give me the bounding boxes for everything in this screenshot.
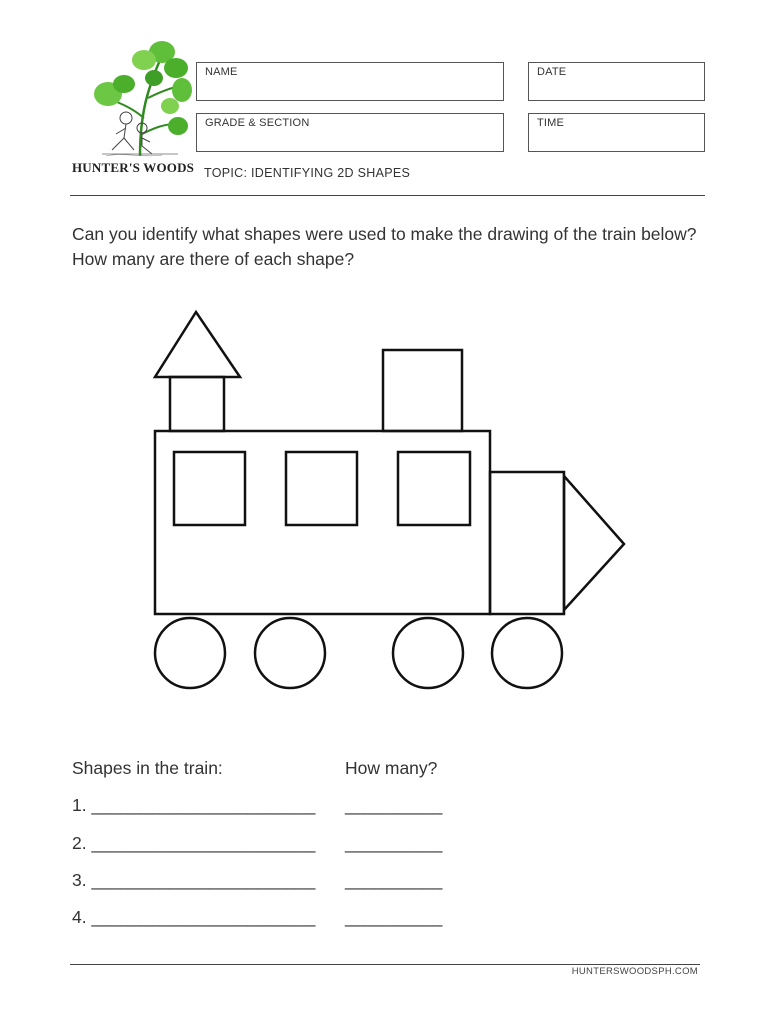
time-label: TIME — [537, 117, 565, 129]
footer-divider — [70, 964, 700, 965]
cabin-square — [383, 350, 462, 431]
window-square-2 — [286, 452, 357, 525]
chimney-square — [170, 377, 224, 431]
shape-answer-1[interactable]: 1. _______________________ — [72, 795, 316, 815]
date-label: DATE — [537, 66, 567, 78]
wheel-circle-3 — [393, 618, 463, 688]
wheel-circle-2 — [255, 618, 325, 688]
footer-site: HUNTERSWOODSPH.COM — [571, 966, 698, 977]
front-rectangle — [490, 472, 564, 614]
shapes-heading: Shapes in the train: — [72, 758, 223, 778]
shape-answer-4[interactable]: 4. _______________________ — [72, 907, 316, 927]
chimney-triangle — [155, 312, 240, 377]
window-square-1 — [174, 452, 245, 525]
shape-answer-2[interactable]: 2. _______________________ — [72, 833, 316, 853]
wheel-circle-1 — [155, 618, 225, 688]
count-answer-4[interactable]: __________ — [345, 907, 443, 927]
logo-wordmark: HUNTER'S WOODS — [72, 160, 195, 175]
question-line-2: How many are there of each shape? — [72, 249, 355, 269]
window-square-3 — [398, 452, 470, 525]
grade-section-label: GRADE & SECTION — [205, 117, 310, 129]
wheel-circle-4 — [492, 618, 562, 688]
count-answer-2[interactable]: __________ — [345, 833, 443, 853]
count-heading: How many? — [345, 758, 438, 778]
body-rectangle — [155, 431, 490, 614]
name-label: NAME — [205, 66, 238, 78]
count-answer-1[interactable]: __________ — [345, 795, 443, 815]
front-triangle — [564, 476, 624, 610]
question-line-1: Can you identify what shapes were used to make the drawing of the train below? — [72, 224, 697, 244]
shape-answer-3[interactable]: 3. _______________________ — [72, 870, 316, 890]
count-answer-3[interactable]: __________ — [345, 870, 443, 890]
topic-label: TOPIC: IDENTIFYING 2D SHAPES — [204, 166, 411, 180]
